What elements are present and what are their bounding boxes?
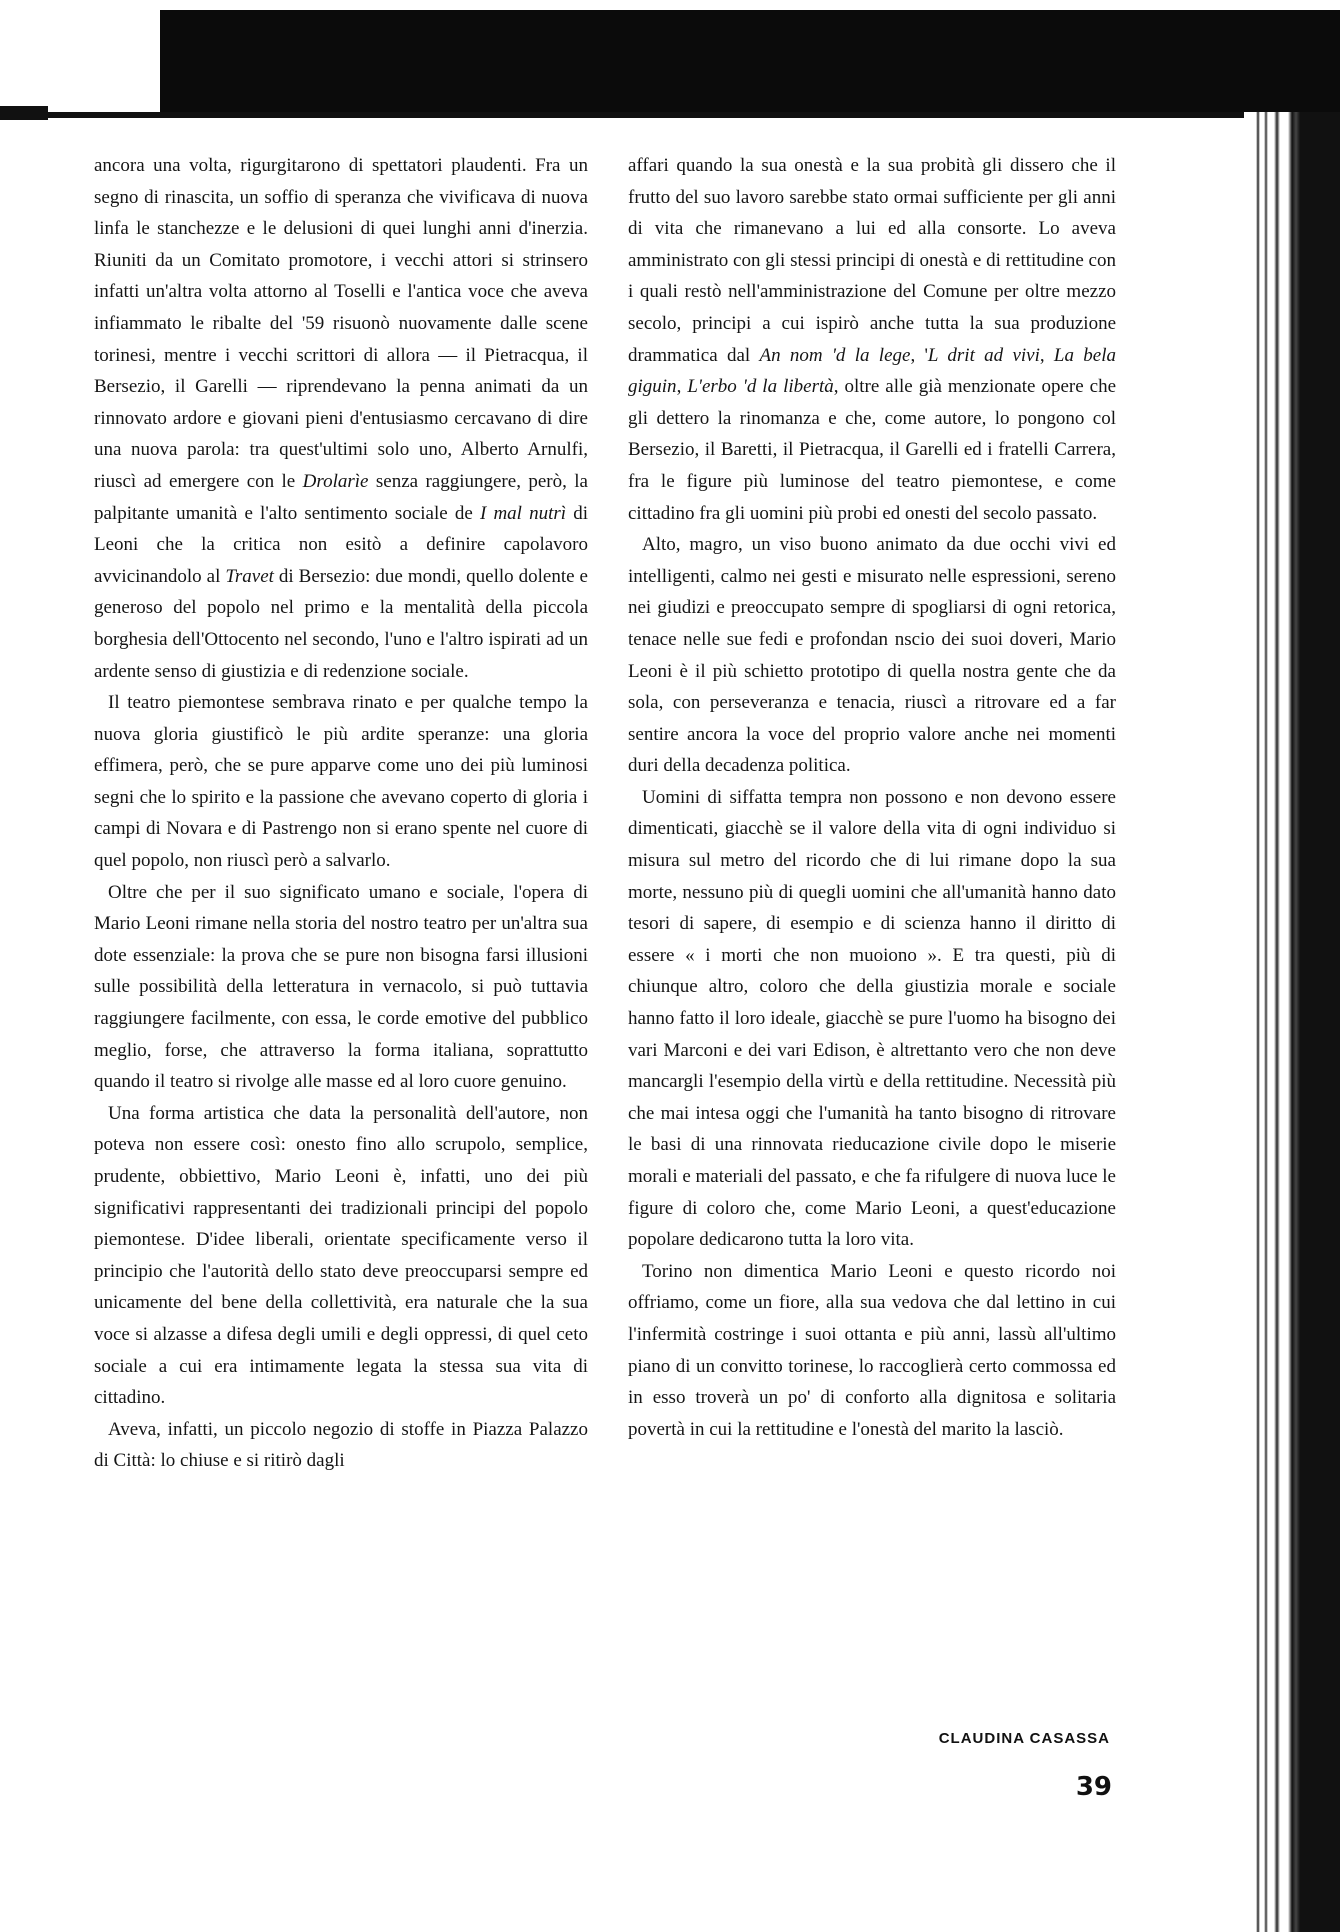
scan-dark-border-top [160,10,1340,112]
left-column [94,150,588,1477]
text-run: , oltre alle già menzionate opere che gli dettero la rinomanza e che, come autore, lo pongono col Bersezio, il Baretti, il Pietracqua, il Garelli ed i fratelli Carrera, fra le figure più luminose del teatro piemontese, e come cittadino fra gli uomini più probi ed onesti del secolo passato. [628,376,1117,524]
left-paragraph-4: Una forma artistica che data la personalità dell'autore, non poteva non essere così: onesto fino allo scrupolo, semplice, prudente, obbiettivo, Mario Leoni è, infatti, uno dei più significativi rappresentanti dei tradizionali principi del popolo piemontese. D'idee liberali, orientate specificamente verso il principio che l'autorità dello stato deve preoccuparsi sempre ed unicamente del bene della collettività, era naturale che la sua voce si alzasse a difesa degli umili e degli oppressi, di quel ceto sociale a cui era intimamente legata la stessa sua vita di cittadino. [94,1102,588,1409]
text-run: ancora una volta, rigurgitarono di spettatori plaudenti. Fra un segno di rinascita, un soffio di speranza che vivificava di nuova linfa le stanchezze e le delusioni di quei lunghi anni d'inerzia. Riuniti da un Comitato promotore, i vecchi attori si strinsero infatti un'altra volta attorno al Toselli e l'antica voce che aveva infiammato le ribalte del '59 risuonò nuovamente dalle scene torinesi, mentre i vecchi scrittori di allora — il Pietracqua, il Bersezio, il Garelli — riprendevano la penna animati da un rinnovato ardore e giovani pieni d'entusiasmo cercavano di dire una nuova parola: tra quest'ultimi solo uno, Alberto Arnulfi, riuscì ad emergere con le [94,155,588,492]
right-column [628,150,1116,1445]
page-number: 39 [1075,1772,1112,1802]
work-title: Travet [225,565,274,587]
text-run: di Bersezio: due mondi, quello dolente e generoso del popolo nel primo e la mentalità della piccola borghesia dell'Ottocento nel secondo, l'uno e l'altro ispirati ad un ardente senso di giustizia e di redenzione sociale. [94,565,588,682]
work-title: I mal nutrì [479,502,567,524]
work-title: L'erbo 'd la libertà [687,376,834,398]
left-paragraph-2: Il teatro piemontese sembrava rinato e per qualche tempo la nuova gloria giustificò le più ardite speranze: una gloria effimera, però, che se pure apparve come uno dei più luminosi segni che lo spirito e la passione che avevano coperto di gloria i campi di Novara e di Pastrengo non si erano spente nel cuore di quel popolo, non riuscì però a salvarlo. [94,692,588,872]
author-signature: CLAUDINA CASASSA [938,1730,1110,1747]
right-paragraph-1 [628,150,1116,529]
left-paragraph-1 [94,150,588,687]
work-title: La bela giguin [628,344,1116,398]
text-run: senza raggiungere, però, la palpitante umanità e l'alto sentimento sociale de [94,470,588,524]
left-paragraph-3: Oltre che per il suo significato umano e sociale, l'opera di Mario Leoni rimane nella storia del nostro teatro per un'altra sua dote essenziale: la prova che se pure non bisogna farsi illusioni sulle possibilità della letteratura in vernacolo, si può tuttavia raggiungere facilmente, con essa, le corde emotive del pubblico meglio, forse, che attraverso la forma italiana, soprattutto quando il teatro si rivolge alle masse ed al loro cuore genuino. [94,881,588,1093]
text-run: affari quando la sua onestà e la sua probità gli dissero che il frutto del suo lavoro sarebbe stato ormai sufficiente per gli anni di vita che rimanevano a lui ed alla consorte. Lo aveva amministrato con gli stessi principi di onestà e di rettitudine con i quali restò nell'amministrazione del Comune per oltre mezzo secolo, principi a cui ispirò anche tutta la sua produzione drammatica dal [628,155,1116,366]
text-run: , [1039,344,1054,366]
text-run: di Leoni che la critica non esitò a definire capolavoro avvicinandolo al [94,502,589,587]
work-title: L drit ad vivi [927,344,1040,366]
header-rule [40,112,1260,118]
work-title: Drolarìe [302,470,369,492]
text-run: , [676,376,688,398]
scan-page-edge [1244,112,1340,1932]
left-paragraph-5: Aveva, infatti, un piccolo negozio di stoffe in Piazza Palazzo di Città: lo chiuse e si ritirò dagli [94,1418,588,1472]
right-paragraph-2: Alto, magro, un viso buono animato da due occhi vivi ed intelligenti, calmo nei gesti e misurato nelle espressioni, sereno nei giudizi e preoccupato sempre di spogliarsi di ogni retorica, tenace nelle sue fedi e profondan nscio dei suoi doveri, Mario Leoni è il più schietto prototipo di quella nostra gente che da sola, con perseveranza e tenacia, riuscì a ritrovare ed a far sentire ancora la voce del proprio valore anche nei momenti duri della decadenza politica. [628,534,1116,777]
work-title: An nom 'd la lege [759,344,911,366]
text-run: , ' [910,344,928,366]
right-paragraph-4: Torino non dimentica Mario Leoni e questo ricordo noi offriamo, come un fiore, alla sua vedova che dal lettino in cui l'infermità costringe i suoi ottanta e più anni, lassù all'ultimo piano di un convitto torinese, lo raccoglierà certo commossa ed in esso troverà un po' di conforto alla dignitosa e solitaria povertà in cui la rettitudine e l'onestà del marito la lasciò. [628,1260,1116,1440]
right-paragraph-3: Uomini di siffatta tempra non possono e non devono essere dimenticati, giacchè se il valore della vita di ogni individuo si misura sul metro del ricordo che di lui rimane dopo la sua morte, nessuno più di quegli uomini che all'umanità hanno dato tesori di sapere, di esempio e di scienza hanno il diritto di essere « i morti che non muoiono ». E tra questi, più di chiunque altro, coloro che della giustizia morale e sociale hanno fatto il loro ideale, giacchè se pure l'uomo ha bisogno dei vari Marconi e dei vari Edison, è altrettanto vero che non deve mancargli l'esempio della virtù e della rettitudine. Necessità più che mai intesa oggi che l'umanità ha tanto bisogno di ritrovare le basi di una rinnovata rieducazione civile dopo le miserie morali e materiali del passato, e che fa rifulgere di nuova luce le figure di coloro che, come Mario Leoni, a quest'educazione popolare dedicarono tutta la loro vita. [628,786,1116,1251]
